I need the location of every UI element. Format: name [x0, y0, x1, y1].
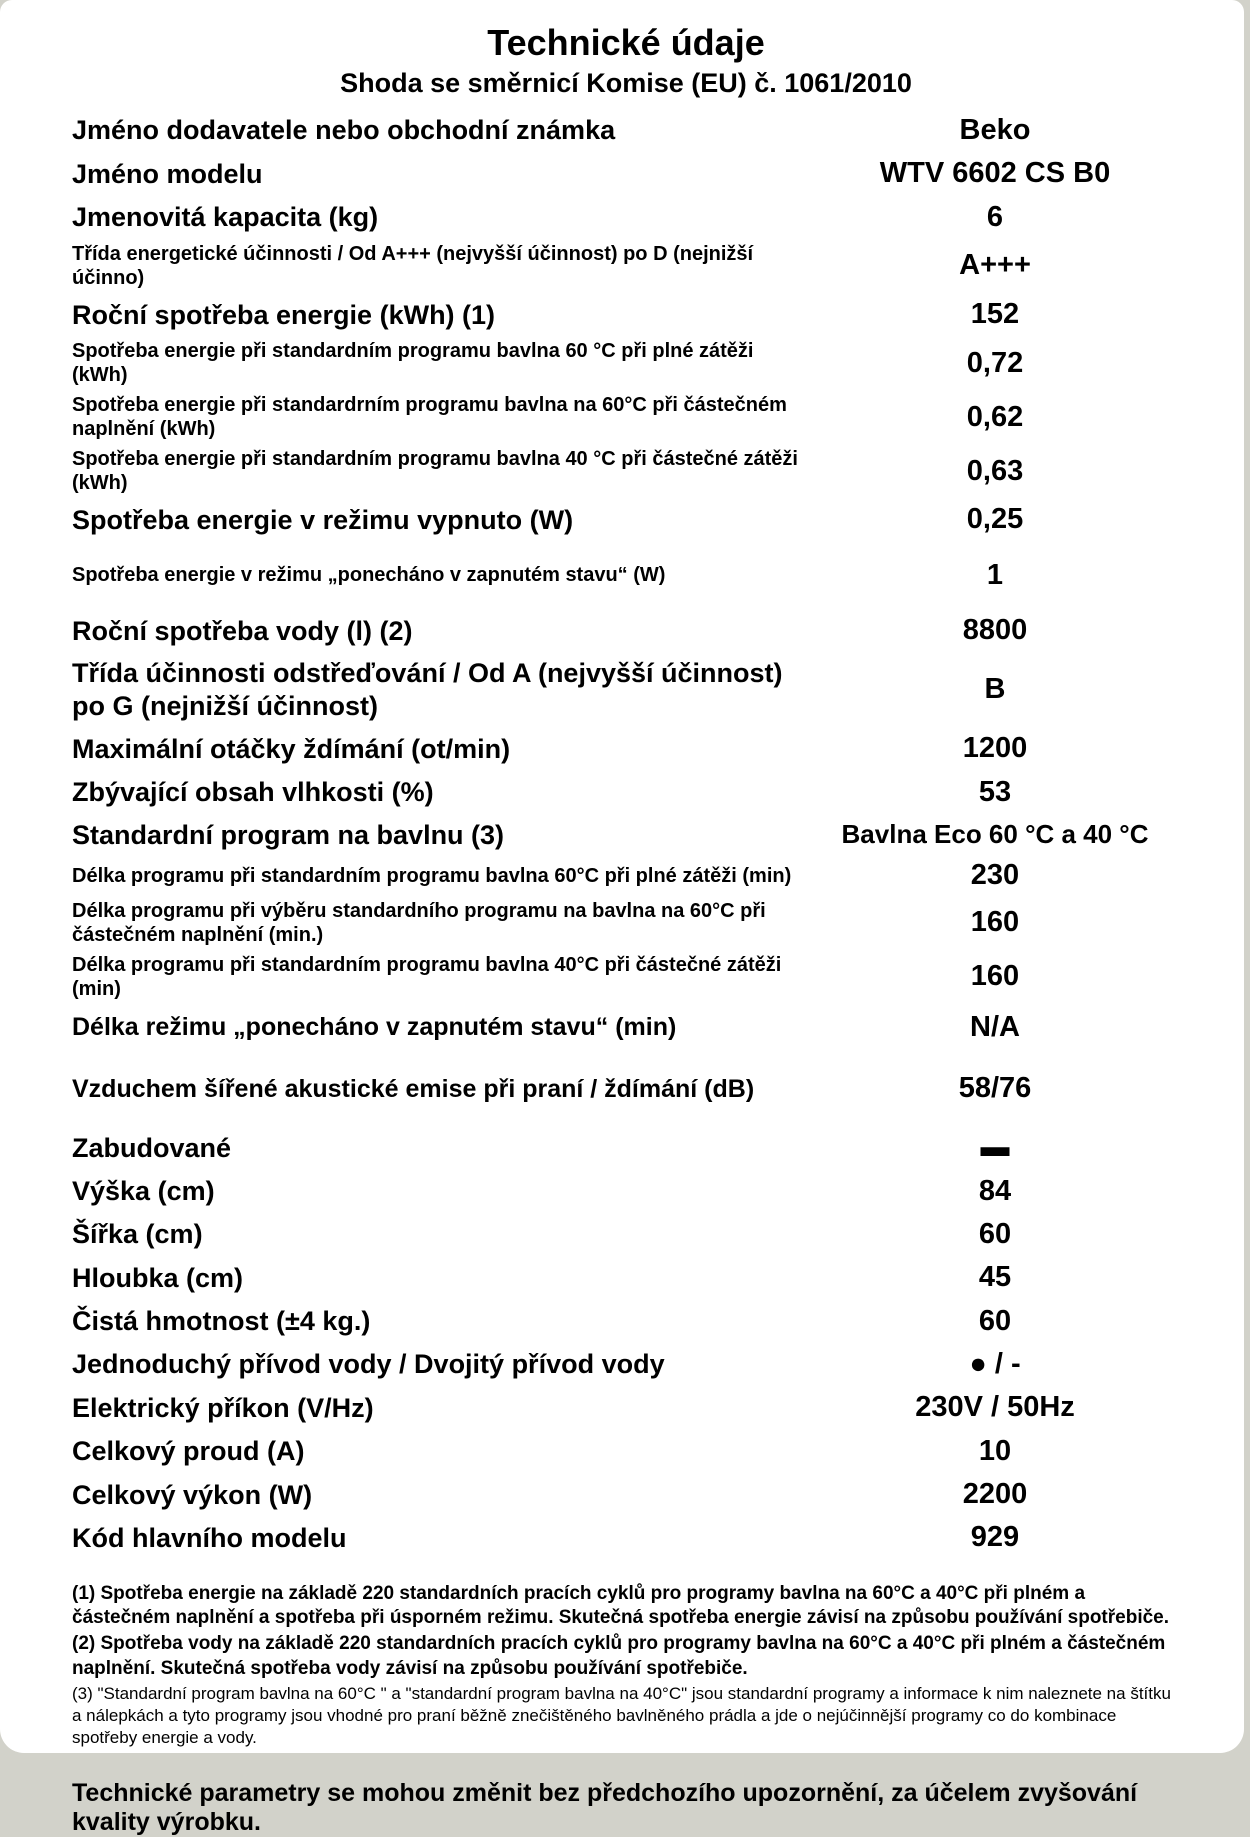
row-value: 929	[970, 1521, 1020, 1554]
row-value: 53	[978, 775, 1012, 808]
row-value: WTV 6602 CS B0	[879, 157, 1111, 190]
row-value: 2200	[962, 1478, 1028, 1511]
row-value: 160	[970, 905, 1020, 938]
table-row	[72, 1386, 1180, 1429]
row-label: Vzduchem šířené akustické emise při praní / ždímání (dB)	[72, 1074, 755, 1103]
page-title: Technické údaje	[487, 22, 765, 63]
row-label: Spotřeba energie v režimu „ponecháno v zapnutém stavu“ (W)	[72, 564, 666, 587]
row-value: 84	[978, 1174, 1012, 1207]
disclaimer-text: Technické parametry se mohou změnit bez předchozího upozornění, za účelem zvyšování kvality výrobku.	[72, 1779, 1138, 1837]
table-row	[72, 239, 1180, 293]
row-label: Hloubka (cm)	[72, 1262, 244, 1293]
row-label: Elektrický příkon (V/Hz)	[72, 1392, 374, 1423]
row-value: 10	[978, 1434, 1012, 1467]
row-label: Jméno modelu	[72, 158, 263, 189]
table-row	[72, 109, 1180, 152]
footnote-2: (2) Spotřeba vody na základě 220 standardních pracích cyklů pro programy bavlna na 60°C a 40°C při plném a částečném naplnění. Skutečná spotřeba vody závisí na způsobu používání spotřebiče.	[72, 1633, 1166, 1679]
row-value: 60	[978, 1304, 1012, 1337]
row-label: Délka programu při standardním programu bavlna 60°C při plné zátěži (min)	[72, 864, 792, 887]
table-row	[72, 1343, 1180, 1386]
row-value: B	[984, 673, 1006, 706]
row-label: Zabudované	[72, 1132, 232, 1163]
table-row	[72, 856, 1180, 895]
row-label: Třída energetické účinnosti / Od A+++ (nejvyšší účinnost) po D (nejnižší účinno)	[72, 243, 754, 290]
row-label: Roční spotřeba energie (kWh) (1)	[72, 299, 496, 330]
row-label: Třída účinnosti odstřeďování / Od A (nejvyšší účinnost) po G (nejnižší účinnost)	[72, 658, 783, 721]
table-row	[72, 652, 1180, 727]
row-label: Spotřeba energie v režimu vypnuto (W)	[72, 504, 574, 535]
table-row	[72, 336, 1180, 390]
row-label: Výška (cm)	[72, 1176, 215, 1207]
row-label: Roční spotřeba vody (l) (2)	[72, 615, 413, 646]
table-row	[72, 498, 1180, 541]
row-label: Maximální otáčky ždímání (ot/min)	[72, 733, 511, 764]
row-value: Bavlna Eco 60 °C a 40 °C	[841, 819, 1149, 850]
table-row	[72, 950, 1180, 1004]
table-row	[72, 1213, 1180, 1256]
row-label: Jednoduchý přívod vody / Dvojitý přívod vody	[72, 1349, 665, 1380]
footnote-3: (3) "Standardní program bavlna na 60°C " a "standardní program bavlna na 40°C" jsou standardní programy a informace k nim naleznete na štítku a nálepkách a tyto programy jsou vhodné pro praní běžně znečištěného bavlněného prádla a jde o nejúčinnější programy co do kombinace spotřeby energie a vody.	[72, 1683, 1171, 1748]
row-value: 0,63	[966, 454, 1024, 487]
row-value: 58/76	[958, 1071, 1032, 1104]
row-value: N/A	[970, 1010, 1020, 1043]
row-label: Šířka (cm)	[72, 1219, 203, 1250]
table-row	[72, 1126, 1180, 1169]
table-row	[72, 1300, 1180, 1343]
table-row	[72, 771, 1180, 814]
table-row	[72, 896, 1180, 950]
table-row	[72, 1516, 1180, 1559]
table-row	[72, 1004, 1180, 1051]
table-row	[72, 1256, 1180, 1299]
row-label: Jméno dodavatele nebo obchodní známka	[72, 115, 616, 146]
row-label: Čistá hmotnost (±4 kg.)	[72, 1306, 371, 1337]
table-row	[72, 444, 1180, 498]
table-row	[72, 152, 1180, 195]
table-row	[72, 1065, 1180, 1112]
row-value: 160	[970, 959, 1020, 992]
footnote-1: (1) Spotřeba energie na základě 220 standardních pracích cyklů pro programy bavlna na 60°C a 40°C při plném a částečném naplnění a spotřeba při úsporném režimu. Skutečná spotřeba energie závisí na způsobu používání spotřebiče.	[72, 1582, 1170, 1629]
table-row	[72, 556, 1180, 595]
row-label: Jmenovitá kapacita (kg)	[72, 202, 379, 233]
table-row	[72, 1473, 1180, 1516]
row-label: Standardní program na bavlnu (3)	[72, 819, 505, 850]
row-value: 152	[970, 298, 1020, 331]
table-row	[72, 814, 1180, 856]
row-value: 60	[978, 1217, 1012, 1250]
row-value: ● / -	[969, 1348, 1021, 1381]
row-value: Beko	[959, 114, 1031, 146]
row-label: Zbývající obsah vlhkosti (%)	[72, 777, 434, 807]
table-row	[72, 196, 1180, 239]
row-value: 0,72	[966, 346, 1024, 379]
table-row	[72, 727, 1180, 770]
row-label: Celkový proud (A)	[72, 1436, 305, 1467]
row-value: ▬	[980, 1131, 1010, 1164]
row-label: Spotřeba energie při standardním programu bavlna 60 °C při plné zátěži (kWh)	[72, 340, 754, 387]
row-value: 1200	[962, 732, 1028, 765]
spec-table	[72, 109, 1180, 1560]
row-value: 45	[978, 1261, 1012, 1294]
table-row	[72, 1170, 1180, 1213]
table-row	[72, 390, 1180, 444]
row-label: Spotřeba energie při standardrním programu bavlna na 60°C při částečném naplnění (kWh)	[72, 394, 787, 441]
row-label: Kód hlavního modelu	[72, 1522, 347, 1553]
row-label: Délka programu při výběru standardního programu na bavlna na 60°C při částečném naplnění (min.)	[72, 899, 766, 946]
table-row	[72, 1430, 1180, 1473]
page-subtitle: Shoda se směrnicí Komise (EU) č. 1061/2010	[340, 68, 912, 98]
row-value: 230	[970, 859, 1020, 892]
row-value: 230V / 50Hz	[915, 1391, 1075, 1424]
row-value: 8800	[962, 614, 1028, 647]
footnotes	[72, 1582, 1180, 1750]
row-label: Spotřeba energie při standardním programu bavlna 40 °C při částečné zátěži (kWh)	[72, 448, 798, 495]
row-value: A+++	[959, 249, 1031, 282]
row-label: Délka programu při standardním programu bavlna 40°C při částečné zátěži (min)	[72, 953, 782, 1000]
row-label: Celkový výkon (W)	[72, 1479, 313, 1510]
table-row	[72, 609, 1180, 652]
table-row	[72, 293, 1180, 336]
row-value: 6	[986, 200, 1004, 233]
row-label: Délka režimu „ponecháno v zapnutém stavu“ (min)	[72, 1013, 677, 1042]
row-value: 0,25	[966, 503, 1024, 536]
row-value: 1	[986, 558, 1004, 591]
row-value: 0,62	[966, 400, 1024, 433]
